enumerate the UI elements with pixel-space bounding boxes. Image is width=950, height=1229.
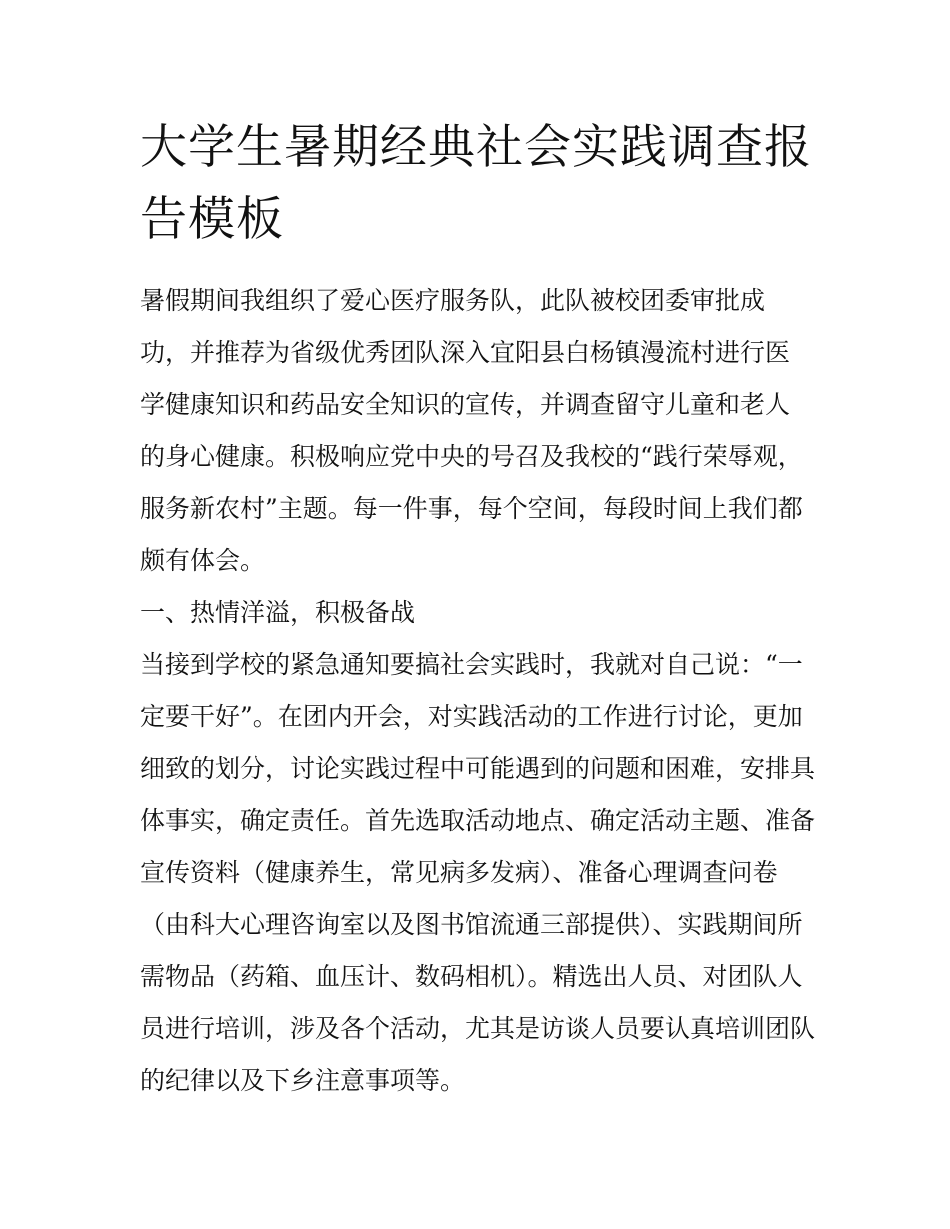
intro-paragraph: 暑假期间我组织了爱心医疗服务队，此队被校团委审批成功，并推荐为省级优秀团队深入宜阳县白杨镇漫流村进行医学健康知识和药品安全知识的宣传，并调查留守儿童和老人的身心健康。积极响应党中央的号召及我校的“践行荣辱观，服务新农村”主题。每一件事，每个空间，每段时间上我们都颇有体会。 xyxy=(140,286,803,575)
document-body xyxy=(140,275,820,1107)
section-paragraph: 当接到学校的紧急通知要搞社会实践时，我就对自己说：“一定要干好”。在团内开会，对实践活动的工作进行讨论，更加细致的划分，讨论实践过程中可能遇到的问题和困难，安排具体事实，确定责任。首先选取活动地点、确定活动主题、准备宣传资料（健康养生，常见病多发病）、准备心理调查问卷（由科大心理咨询室以及图书馆流通三部提供）、实践期间所需物品（药箱、血压计、数码相机）。精选出人员、对团队人员进行培训，涉及各个活动，尤其是访谈人员要认真培训团队的纪律以及下乡注意事项等。 xyxy=(140,650,816,1095)
section-heading: 一、热情洋溢，积极备战 xyxy=(140,598,416,627)
document-title: 大学生暑期经典社会实践调查报告模板 xyxy=(140,120,812,247)
